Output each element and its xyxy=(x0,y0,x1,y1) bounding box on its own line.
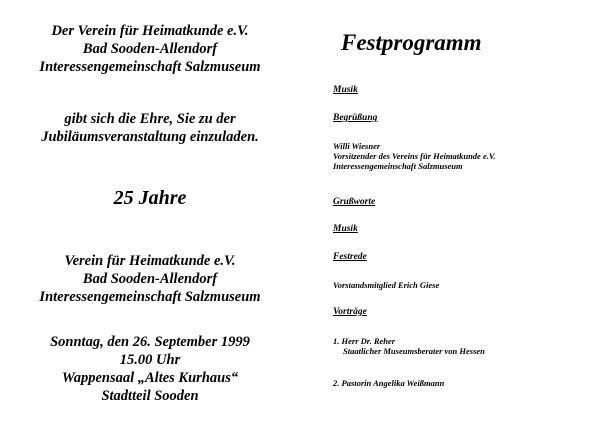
intro-line: Der Verein für Heimatkunde e.V. xyxy=(51,23,249,39)
org-line: Bad Sooden-Allendorf xyxy=(82,271,218,287)
program-item-musik-2: Musik xyxy=(333,224,358,234)
event-time: 15.00 Uhr xyxy=(119,352,181,368)
event-district: Stadtteil Sooden xyxy=(101,388,199,404)
intro-line: Bad Sooden-Allendorf xyxy=(82,41,218,57)
org-block xyxy=(0,252,300,306)
speaker-org: Interessengemeinschaft Salzmuseum xyxy=(333,161,463,171)
program-item-grussworte: Grußworte xyxy=(333,197,376,207)
jubilee-block xyxy=(0,186,300,210)
org-line: Interessengemeinschaft Salzmuseum xyxy=(39,289,261,305)
speaker-block xyxy=(333,141,496,171)
program-title: Festprogramm xyxy=(341,30,482,55)
invite-block xyxy=(0,110,300,146)
program-item-vortraege: Vorträge xyxy=(333,307,367,317)
talk-1-role: Staatlicher Museumsberater von Hessen xyxy=(343,346,485,356)
talk-2: 2. Pastorin Angelika Weißmann xyxy=(333,378,445,388)
event-date: Sonntag, den 26. September 1999 xyxy=(50,334,250,350)
program-item-begruessung: Begrüßung xyxy=(333,113,378,123)
talk-1 xyxy=(333,336,485,356)
org-line: Verein für Heimatkunde e.V. xyxy=(64,253,236,269)
program-item-festrede: Festrede xyxy=(333,252,367,262)
event-block xyxy=(0,333,300,405)
event-venue: Wappensaal „Altes Kurhaus“ xyxy=(61,370,239,386)
talk-1-name: 1. Herr Dr. Reher xyxy=(333,336,396,346)
jubilee-title: 25 Jahre xyxy=(113,187,187,209)
invite-line: gibt sich die Ehre, Sie zu der xyxy=(64,111,236,127)
program-item-musik: Musik xyxy=(333,85,358,95)
intro-line: Interessengemeinschaft Salzmuseum xyxy=(39,59,261,75)
speaker-role: Vorsitzender des Vereins für Heimatkunde e.V. xyxy=(333,151,496,161)
festrede-speaker: Vorstandsmitglied Erich Giese xyxy=(333,280,440,290)
speaker-name: Willi Wiesner xyxy=(333,141,381,151)
program-panel xyxy=(333,0,600,425)
intro-block xyxy=(0,22,300,76)
invite-line: Jubiläumsveranstaltung einzuladen. xyxy=(41,129,259,145)
